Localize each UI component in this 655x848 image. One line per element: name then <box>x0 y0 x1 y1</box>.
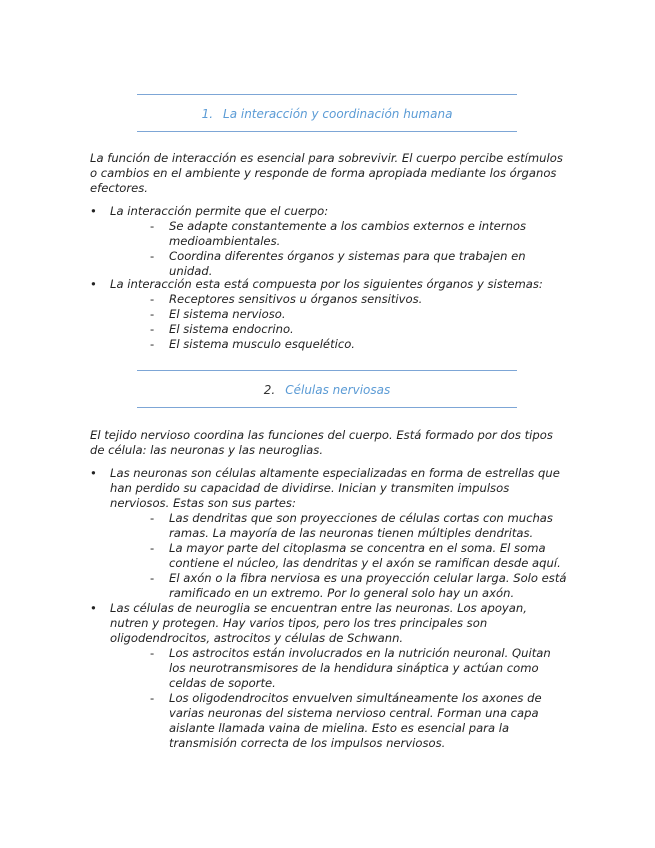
section-1-intro: La función de interacción es esencial para sobrevivir. El cuerpo percibe estímulos o cambios en el ambiente y responde de forma apropiada mediante los órganos efectores. <box>90 151 563 195</box>
sub-list-item: - Las dendritas que son proyecciones de células cortas con muchas ramas. La mayoría de las neuronas tienen múltiples dendritas. <box>110 511 568 541</box>
list-item <box>90 204 568 279</box>
sub-list-item: - Los astrocitos están involucrados en la nutrición neuronal. Quitan los neurotransmisores de la hendidura sináptica y actúan como celdas de soporte. <box>110 646 568 691</box>
sub-list-item: - Se adapte constantemente a los cambios externos e internos medioambientales. <box>110 219 568 249</box>
sub-list-item: - Coordina diferentes órganos y sistemas para que trabajen en unidad. <box>110 249 568 279</box>
section-2-heading <box>137 370 517 408</box>
sub-list-item: - Los oligodendrocitos envuelven simultáneamente los axones de varias neuronas del sistema nervioso central. Forman una capa aislante llamada vaina de mielina. Esto es esencial para la transmisión correcta de los impulsos nerviosos. <box>110 691 568 751</box>
section-1-list-b <box>90 277 568 352</box>
section-2-intro: El tejido nervioso coordina las funciones del cuerpo. Está formado por dos tipos de célula: las neuronas y las neuroglias. <box>90 428 553 457</box>
section-1-title: La interacción y coordinación humana <box>223 107 453 121</box>
list-item <box>90 277 568 352</box>
bullet-text: Las neuronas son células altamente especializadas en forma de estrellas que han perdido su capacidad de dividirse. Inician y transmiten impulsos nerviosos. Estas son sus partes: <box>110 466 560 510</box>
sub-list-item: - Receptores sensitivos u órganos sensitivos. <box>110 292 568 307</box>
bullet-text: La interacción esta está compuesta por los siguientes órganos y sistemas: <box>110 277 543 291</box>
section-2-title: Células nerviosas <box>285 383 391 397</box>
section-1-list-a <box>90 204 568 279</box>
list-item <box>90 466 568 601</box>
section-1-number: 1. <box>201 107 214 121</box>
sub-list-item: - El sistema musculo esquelético. <box>110 337 568 352</box>
section-1-heading <box>137 94 517 132</box>
sub-list-item: - El axón o la fibra nerviosa es una proyección celular larga. Solo está ramificado en un extremo. Por lo general solo hay un axón. <box>110 571 568 601</box>
bullet-text: La interacción permite que el cuerpo: <box>110 204 329 218</box>
bullet-text: Las células de neuroglia se encuentran entre las neuronas. Los apoyan, nutren y protegen. Hay varios tipos, pero los tres principales son oligodendrocitos, astrocitos y células de Schwann. <box>110 601 527 645</box>
list-item <box>90 601 568 751</box>
section-2-list <box>90 466 568 751</box>
section-2-number: 2. <box>263 383 276 397</box>
sub-list-item: - El sistema nervioso. <box>110 307 568 322</box>
sub-list-item: - La mayor parte del citoplasma se concentra en el soma. El soma contiene el núcleo, las dendritas y el axón se ramifican desde aquí. <box>110 541 568 571</box>
sub-list-item: - El sistema endocrino. <box>110 322 568 337</box>
